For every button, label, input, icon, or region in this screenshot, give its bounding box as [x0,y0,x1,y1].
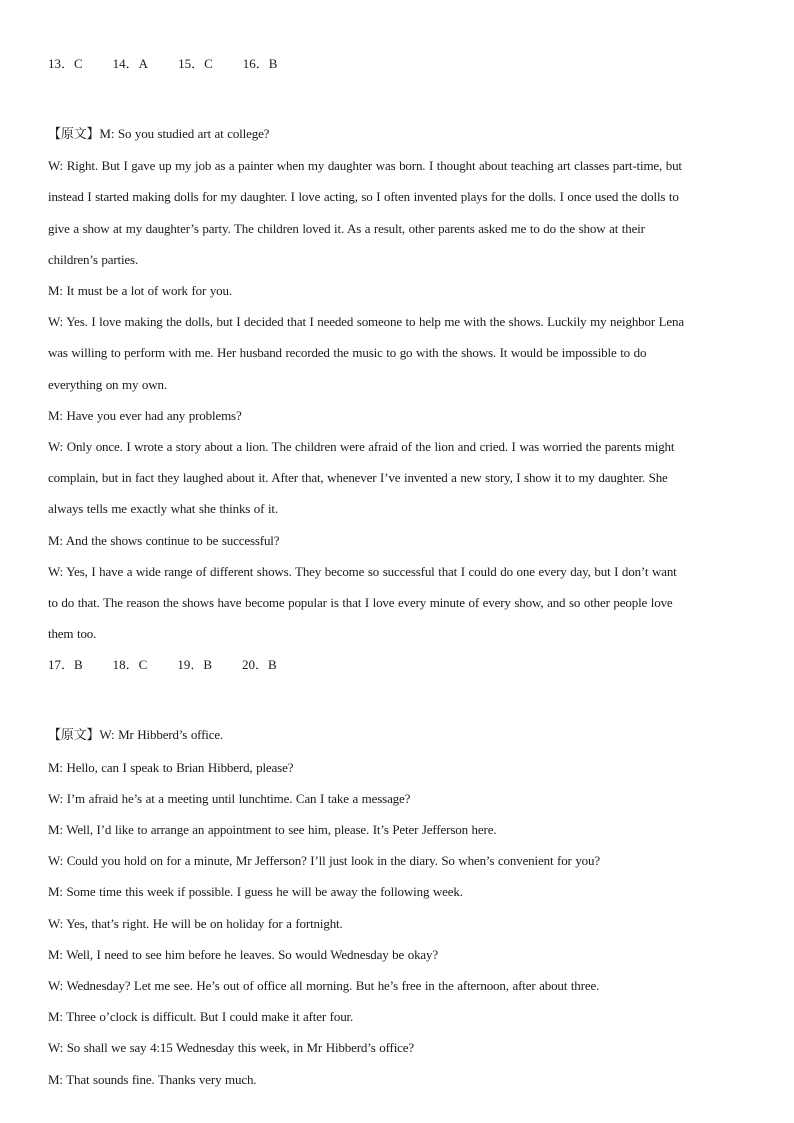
transcript-line: instead I started making dolls for my daughter. I love acting, so I often invented plays for the dolls. I once used the dolls to [48,189,679,205]
answer-15: 15．C [178,56,213,71]
transcript-line: M: Three o’clock is difficult. But I could make it after four. [48,1009,354,1025]
transcript-line: M: It must be a lot of work for you. [48,283,232,299]
answer-19: 19．B [177,657,213,673]
transcript-line: complain, but in fact they laughed about it. After that, whenever I’ve invented a new story, I show it to my daughter. She [48,470,668,486]
transcript-line: 【原文】M: So you studied art at college? [48,126,270,142]
answer-20: 20．B [242,657,277,673]
transcript-line: W: Right. But I gave up my job as a painter when my daughter was born. I thought about teaching art classes part-time, but [48,158,682,174]
document-page [48,54,748,1095]
transcript-line: W: Yes. I love making the dolls, but I decided that I needed someone to help me with the shows. Luckily my neighbor Lena [48,314,685,330]
transcript-line: M: Have you ever had any problems? [48,407,242,423]
transcript-line: W: Yes, I have a wide range of different shows. They become so successful that I could do one every day, but I don’t want [48,563,677,579]
transcript-line: W: Yes, that’s right. He will be on holiday for a fortnight. [48,915,343,931]
answer-13: 13．C [48,56,83,71]
answer-14: 14．A [112,56,149,71]
transcript-line: always tells me exactly what she thinks of it. [48,501,278,517]
transcript-line: M: Well, I need to see him before he leaves. So would Wednesday be okay? [48,946,439,962]
transcript-line: W: Only once. I wrote a story about a lion. The children were afraid of the lion and cried. I was worried the parents might [48,439,675,455]
transcript-label: 【原文】 [48,127,100,142]
transcript-line: them too. [48,626,97,642]
transcript-line: M: Hello, can I speak to Brian Hibberd, please? [48,759,294,775]
transcript-line: was willing to perform with me. Her husband recorded the music to go with the shows. It would be impossible to do [48,345,647,361]
transcript-2 [48,719,748,1094]
answer-row-17-20 [48,655,748,675]
transcript-line: 【原文】W: Mr Hibberd’s office. [48,727,224,744]
answer-row-13-16 [48,54,748,74]
transcript-label: 【原文】 [48,728,100,744]
answer-17: 17．B [48,657,83,673]
transcript-line: children’s parties. [48,251,139,267]
transcript-line: everything on my own. [48,376,167,392]
transcript-1 [48,118,748,649]
transcript-line: M: Some time this week if possible. I guess he will be away the following week. [48,884,463,900]
transcript-line: M: That sounds fine. Thanks very much. [48,1071,257,1087]
transcript-line: M: And the shows continue to be successful? [48,532,280,548]
transcript-line: give a show at my daughter’s party. The children loved it. As a result, other parents asked me to do the show at their [48,220,645,236]
answer-16: 16．B [242,56,278,71]
transcript-line: M: Well, I’d like to arrange an appointment to see him, please. It’s Peter Jefferson here. [48,822,497,838]
transcript-line: W: Could you hold on for a minute, Mr Jefferson? I’ll just look in the diary. So when’s convenient for you? [48,853,601,869]
transcript-line: W: So shall we say 4:15 Wednesday this week, in Mr Hibberd’s office? [48,1040,415,1056]
transcript-line: W: I’m afraid he’s at a meeting until lunchtime. Can I take a message? [48,790,411,806]
answer-18: 18．C [112,657,148,673]
transcript-line: to do that. The reason the shows have become popular is that I love every minute of every show, and so other people love [48,595,673,611]
transcript-line: W: Wednesday? Let me see. He’s out of office all morning. But he’s free in the afternoon, after about three. [48,978,600,994]
